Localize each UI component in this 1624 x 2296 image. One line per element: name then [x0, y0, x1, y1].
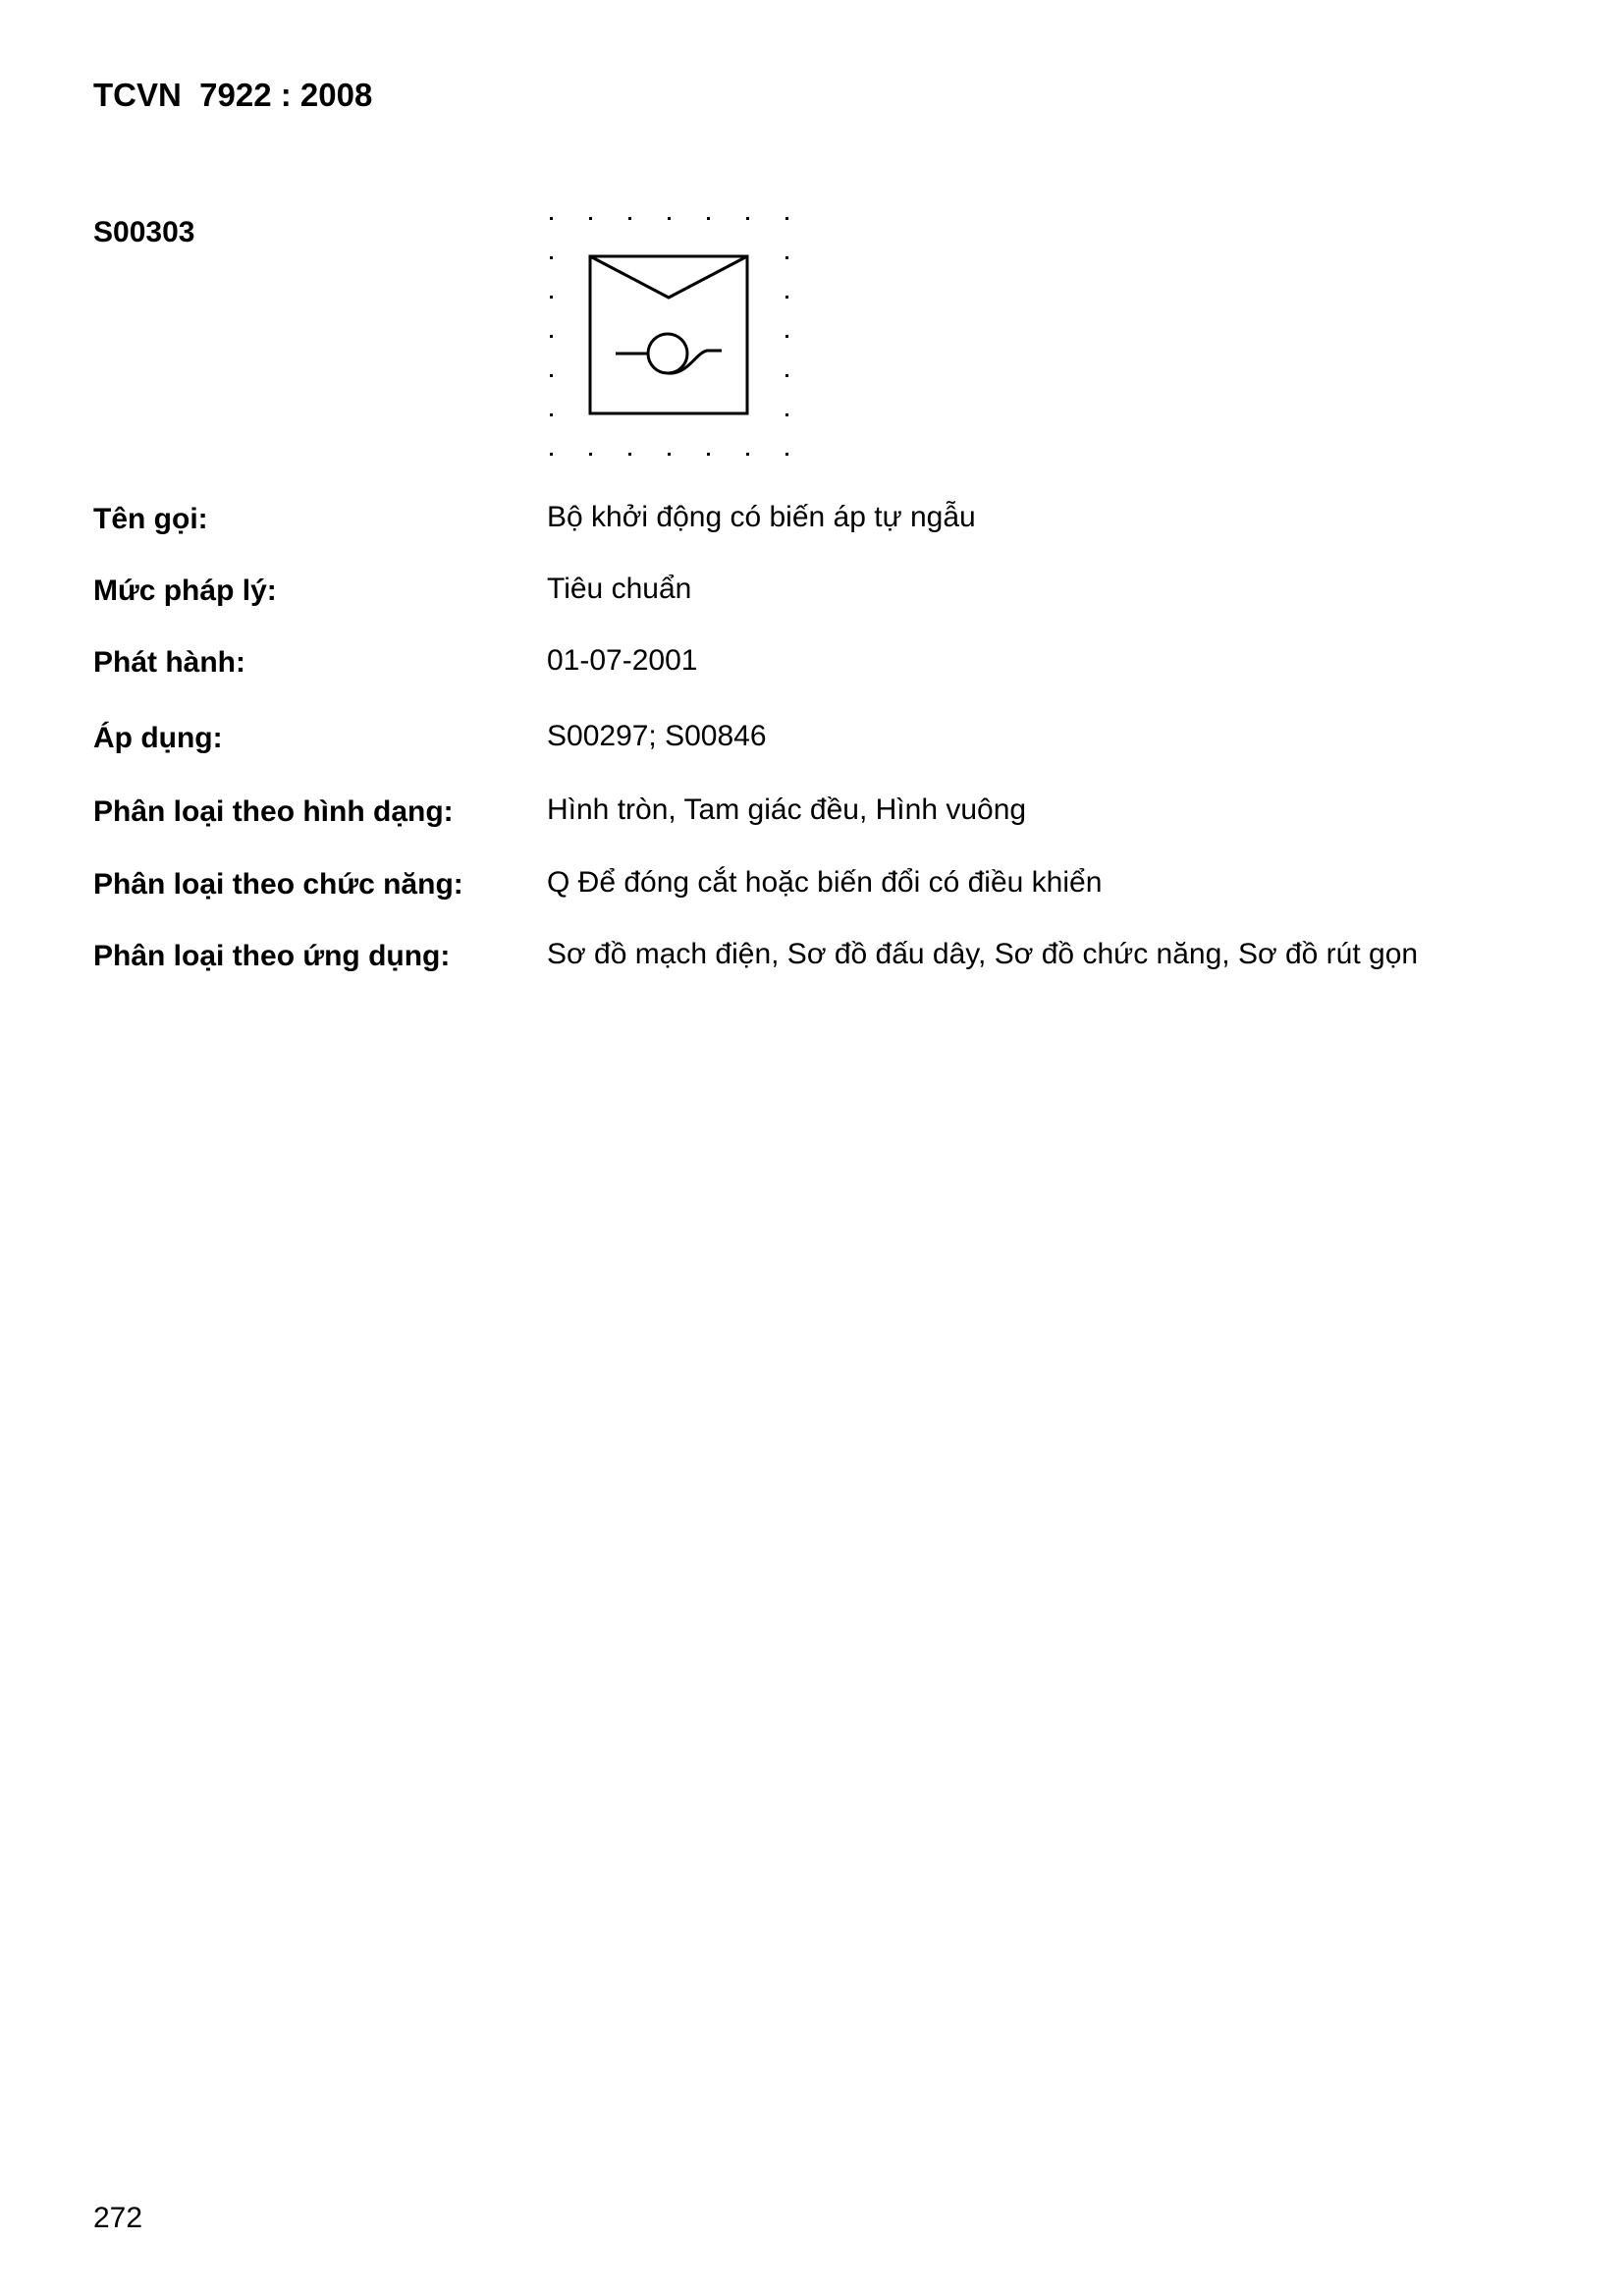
field-label-function-class: Phân loại theo chức năng:	[93, 868, 463, 901]
field-row-shape-class	[93, 795, 1566, 835]
field-value-function-class: Q Để đóng cắt hoặc biến đổi có điều khiển	[547, 866, 1103, 899]
field-value-name: Bộ khởi động có biến áp tự ngẫu	[547, 501, 976, 533]
field-label-applies: Áp dụng:	[93, 722, 223, 754]
autotransformer-starter-symbol-icon	[540, 206, 805, 471]
symbol-code: S00303	[93, 216, 195, 248]
page-number: 272	[93, 2202, 143, 2234]
document-header: TCVN 7922 : 2008	[93, 77, 373, 113]
symbol-body	[590, 256, 747, 413]
field-value-shape-class: Hình tròn, Tam giác đều, Hình vuông	[547, 793, 1027, 826]
field-row-legal-level	[93, 574, 1566, 614]
grid-dots	[550, 217, 788, 456]
field-row-applies	[93, 722, 1566, 761]
field-label-shape-class: Phân loại theo hình dạng:	[93, 795, 454, 828]
field-row-issued	[93, 646, 1566, 685]
field-value-legal-level: Tiêu chuẩn	[547, 573, 692, 605]
field-label-legal-level: Mức pháp lý:	[93, 574, 277, 607]
field-value-applies: S00297; S00846	[547, 720, 767, 752]
field-value-application-class: Sơ đồ mạch điện, Sơ đồ đấu dây, Sơ đồ chức năng, Sơ đồ rút gọn	[547, 938, 1419, 970]
field-label-application-class: Phân loại theo ứng dụng:	[93, 940, 451, 972]
field-label-issued: Phát hành:	[93, 646, 245, 679]
field-value-issued: 01-07-2001	[547, 644, 698, 677]
field-label-name: Tên gọi:	[93, 503, 208, 535]
field-row-function-class	[93, 868, 1566, 907]
field-row-application-class	[93, 940, 1566, 979]
field-row-name	[93, 503, 1566, 542]
